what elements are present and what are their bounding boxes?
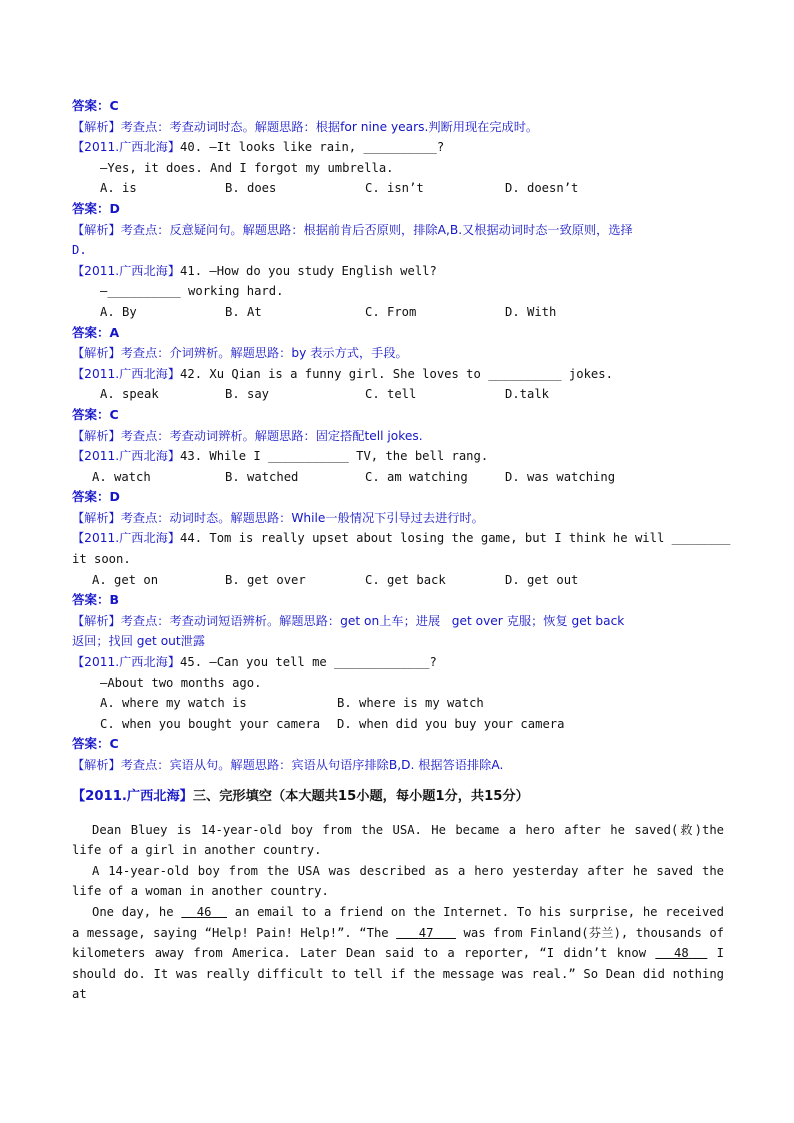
question-42 — [72, 364, 724, 385]
blank-47 — [396, 926, 456, 940]
answer-45: 答案：C — [72, 736, 119, 752]
analysis-43 — [72, 508, 724, 529]
question-44-options — [72, 570, 724, 591]
question-stem: 41. —How do you study English well? — [180, 263, 437, 278]
option-c: C. am watching — [365, 469, 468, 484]
question-44-cont: it soon. — [72, 552, 131, 567]
analysis-label: 【解析】 — [72, 510, 121, 525]
option-a: A. speak — [100, 387, 159, 402]
analysis-40-cont: D. — [72, 243, 87, 258]
passage-text: was from Finland(芬兰), thousands of kilometers away from America. Later Dean said to a reporter, “I didn’t know — [72, 925, 725, 961]
analysis-label: 【解析】 — [72, 119, 121, 134]
question-45-options-row2 — [72, 714, 724, 735]
passage-paragraph-1: Dean Bluey is 14-year-old boy from the USA. He became a hero after he saved(救)the life of a girl in another country. — [72, 822, 724, 858]
analysis-label: 【解析】 — [72, 613, 121, 628]
blank-46 — [181, 905, 227, 919]
analysis-text: 考查点：考查动词时态。解题思路：根据for nine years.判断用现在完成时。 — [120, 119, 539, 134]
option-d: D. With — [505, 304, 557, 319]
analysis-40 — [72, 220, 724, 241]
question-source: 【2011.广西北海】 — [72, 140, 181, 155]
question-40-reply: —Yes, it does. And I forgot my umbrella. — [100, 160, 394, 175]
analysis-42 — [72, 426, 724, 447]
passage-text: One day, he — [92, 904, 182, 919]
answer-40: 答案：D — [72, 200, 120, 216]
analysis-44-cont: 返回；找回 get out泄露 — [72, 634, 206, 649]
question-45-reply: —About two months ago. — [100, 675, 262, 690]
question-43 — [72, 446, 724, 467]
question-stem: 45. —Can you tell me _____________? — [180, 655, 437, 670]
question-source: 【2011.广西北海】 — [72, 531, 181, 546]
option-a: A. where my watch is — [100, 696, 247, 711]
option-b: B. where is my watch — [337, 696, 484, 711]
question-40 — [72, 137, 724, 158]
question-45 — [72, 652, 724, 673]
blank-number: 46 — [196, 904, 212, 919]
analysis-text: 考查点：考查动词辨析。解题思路：固定搭配tell jokes. — [120, 428, 423, 443]
analysis-label: 【解析】 — [72, 758, 121, 772]
analysis-39 — [72, 117, 724, 138]
question-40-options — [72, 178, 724, 199]
document-page — [72, 96, 731, 1005]
analysis-45 — [72, 755, 724, 776]
blank-number: 47 — [418, 925, 434, 940]
analysis-label: 【解析】 — [72, 222, 121, 237]
option-c: C. get back — [365, 572, 446, 587]
question-source: 【2011.广西北海】 — [72, 366, 181, 381]
section-heading — [72, 786, 724, 808]
question-44 — [72, 528, 731, 549]
question-stem: 43. While I ___________ TV, the bell rang. — [180, 449, 489, 464]
option-c: C. when you bought your camera — [100, 716, 321, 731]
option-c: C. From — [365, 304, 417, 319]
analysis-label: 【解析】 — [72, 428, 121, 443]
passage-text: I should do. It was really difficult to tell if the message was real.” So Dean did nothing at — [72, 946, 724, 1002]
option-d: D.talk — [505, 387, 550, 402]
question-41-reply: —__________ working hard. — [100, 284, 284, 299]
analysis-44 — [72, 611, 724, 632]
question-source: 【2011.广西北海】 — [72, 449, 181, 464]
blank-48 — [655, 946, 707, 960]
question-source: 【2011.广西北海】 — [72, 263, 181, 278]
blank-number: 48 — [674, 946, 689, 961]
analysis-label: 【解析】 — [72, 346, 121, 361]
option-b: B. watched — [225, 469, 299, 484]
answer-44: 答案：B — [72, 592, 120, 608]
answer-43: 答案：D — [72, 489, 120, 505]
question-source: 【2011.广西北海】 — [72, 655, 181, 670]
option-a: A. By — [100, 304, 137, 319]
analysis-text: 考查点：介词辨析。解题思路：by 表示方式，手段。 — [120, 346, 408, 361]
option-a: A. get on — [92, 572, 159, 587]
analysis-text: 考查点：反意疑问句。解题思路：根据前肯后否原则，排除A,B.又根据动词时态一致原则，选择 — [120, 222, 633, 237]
passage-text: an email to a friend on the Internet. To his surprise, he received a message, saying “Help! Pain! Help!”. “The — [72, 904, 724, 940]
option-b: B. get over — [225, 572, 306, 587]
question-43-options — [72, 467, 724, 488]
question-45-options-row1 — [72, 693, 724, 714]
answer-39: 答案：C — [72, 98, 119, 113]
option-b: B. At — [225, 304, 262, 319]
question-stem: 44. Tom is really upset about losing the game, but I think he will ________ — [180, 531, 731, 546]
question-stem: 40. —It looks like rain, __________? — [180, 140, 445, 155]
analysis-text: 考查点：宾语从句。解题思路：宾语从句语序排除B,D. 根据答语排除A. — [120, 758, 504, 772]
option-c: C. isn’t — [365, 181, 424, 196]
option-d: D. when did you buy your camera — [337, 716, 565, 731]
question-stem: 42. Xu Qian is a funny girl. She loves to __________ jokes. — [180, 366, 613, 381]
answer-42: 答案：C — [72, 406, 119, 422]
analysis-text: 考查点：动词时态。解题思路：While一般情况下引导过去进行时。 — [120, 510, 484, 525]
option-d: D. doesn’t — [505, 181, 579, 196]
option-b: B. does — [225, 181, 277, 196]
question-41-options — [72, 302, 724, 323]
option-a: A. watch — [92, 469, 151, 484]
analysis-41 — [72, 343, 724, 364]
question-41 — [72, 261, 724, 282]
option-d: D. was watching — [505, 469, 616, 484]
question-42-options — [72, 384, 724, 405]
option-c: C. tell — [365, 387, 417, 402]
option-d: D. get out — [505, 572, 579, 587]
option-b: B. say — [225, 387, 270, 402]
analysis-text: 考查点：考查动词短语辨析。解题思路：get on上车；进展 get over 克服；恢复 get back — [120, 613, 625, 628]
answer-41: 答案：A — [72, 324, 120, 340]
section-source: 【2011.广西北海】 — [72, 788, 193, 804]
passage-paragraph-3 — [72, 902, 724, 1005]
option-a: A. is — [100, 181, 137, 196]
passage-paragraph-2: A 14-year-old boy from the USA was described as a hero yesterday after he saved the life of a woman in another country. — [72, 863, 724, 899]
section-title: 三、完形填空（本大题共15小题，每小题1分，共15分） — [192, 788, 529, 804]
